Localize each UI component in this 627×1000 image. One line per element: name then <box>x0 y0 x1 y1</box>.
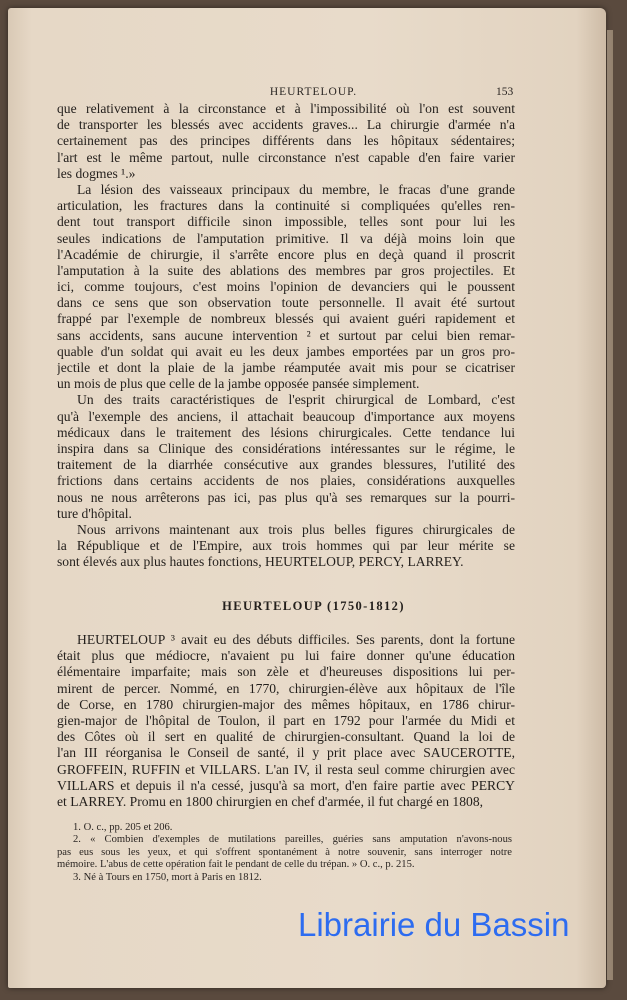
footnote-line: 3. Né à Tours en 1750, mort à Paris en 1812. <box>73 871 262 883</box>
text-line: frappé par l'exemple de nombreux blessés qui avaient guéri rapidement et <box>57 311 515 327</box>
text-line: et LARREY. Promu en 1800 chirurgien en chef d'armée, il fut chargé en 1808, <box>57 793 484 809</box>
page-edge <box>607 30 613 980</box>
text-line: ture d'hôpital. <box>57 505 132 521</box>
text-line: l'amputation à la suite des ablations des membres par gros projectiles. Et <box>57 262 515 278</box>
text-line: frictions dans certains accidents de nos plaies, considérations auxquelles <box>57 473 515 489</box>
text-line: nous ne nous arrêterons pas ici, pas plus qu'à ses remarques sur la pourri- <box>57 489 515 505</box>
text-line: était plus que médiocre, n'avaient pu lui faire donner qu'une éducation <box>57 648 515 664</box>
text-line: certainement pas des principes différents dans les hôpitaux sédentaires; <box>57 133 515 149</box>
text-line: la République et de l'Empire, aux trois hommes qui par leur mérite se <box>57 538 515 554</box>
text-line: inspira dans sa Clinique des considérations intéressantes sur le régime, le <box>57 440 515 456</box>
footnote-line: 2. « Combien d'exemples de mutilations pareilles, guéries sans amputation n'avons-nous <box>73 834 512 846</box>
text-line: gien-major de l'hôpital de Toulon, il part en 1792 pour l'armée du Midi et <box>57 712 515 728</box>
text-line: les dogmes ¹.» <box>57 165 136 181</box>
text-line: qu'à l'exemple des anciens, il attachait beaucoup d'importance aux moyens <box>57 408 515 424</box>
text-line: jectile et dont la plaie de la jambe réamputée avait mis pour se cicatriser <box>57 360 515 375</box>
footnote-line: mémoire. L'abus de cette opération fait le pendant de celle du trépan. » O. c., p. 215. <box>57 859 415 871</box>
footnotes <box>57 822 512 884</box>
text-line: de Corse, en 1780 chirurgien-major des mêmes hôpitaux, en 1786 chirur- <box>57 696 515 712</box>
text-line: quable d'un soldat qui avait eu les deux jambes emportées par un gros pro- <box>57 343 515 359</box>
footnote-line: pas eus sous les yeux, et qui s'offrent spontanément à notre souvenir, sans interroger notre <box>57 846 512 858</box>
text-line: articulation, les fractures dans la continuité si compliquées qu'elles ren- <box>57 198 515 214</box>
text-line: Nous arrivons maintenant aux trois plus belles figures chirurgicales de <box>77 521 515 537</box>
running-title: HEURTELOUP. <box>269 86 358 98</box>
text-line: VILLARS et depuis il n'a cessé, jusqu'à sa mort, d'en faire partie avec PERCY <box>57 777 515 793</box>
body-text-bottom <box>57 632 515 810</box>
footnote-line: 1. O. c., pp. 205 et 206. <box>73 822 173 833</box>
watermark: Librairie du Bassin <box>298 906 570 943</box>
text-line: l'Académie de chirurgie, il s'arrête encore plus en deçà quand il proscrit <box>57 246 515 262</box>
text-line: ici, comme toujours, c'est moins l'opinion de devanciers qui le poussent <box>57 279 515 295</box>
text-line: que relativement à la circonstance et à l'impossibilité où l'on est souvent <box>57 101 515 116</box>
text-line: des Côtes où il sert en qualité de chirurgien-consultant. Quand la loi de <box>57 729 515 745</box>
text-line: de transporter les blessés avec accidents graves... La chirurgie d'armée n'a <box>57 117 515 133</box>
text-line: mirent de percer. Nommé, en 1770, chirurgien-élève aux hôpitaux de l'île <box>57 680 515 696</box>
text-line: sans accidents, sans aucune intervention ² et surtout par celui bien remar- <box>57 327 515 343</box>
text-line: GROFFEIN, RUFFIN et VILLARS. L'an IV, il resta seul comme chirurgien avec <box>57 761 515 777</box>
text-line: Un des traits caractéristiques de l'esprit chirurgical de Lombard, c'est <box>77 392 515 408</box>
text-line: sont élevés aux plus hautes fonctions, HEURTELOUP, PERCY, LARREY. <box>57 554 464 570</box>
text-line: traitement de la diarrhée consécutive aux grandes blessures, l'utilité des <box>57 457 515 473</box>
page-number: 153 <box>496 86 514 98</box>
text-line: l'an III réorganisa le Conseil de santé, il y prit place avec SAUCEROTTE, <box>57 745 515 761</box>
text-line: La lésion des vaisseaux principaux du membre, le fracas d'une grande <box>77 181 515 197</box>
text-line: médicaux dans le traitement des lésions chirurgicales. Cette tendance lui <box>57 424 515 440</box>
text-line: seules indications de l'amputation primitive. Il va déjà moins loin que <box>57 230 515 246</box>
section-title: HEURTELOUP (1750-1812) <box>222 599 405 613</box>
text-line: dent tout transport difficile sinon impossible, telles sont pour lui les <box>57 214 515 230</box>
text-line: HEURTELOUP ³ avait eu des débuts difficiles. Ses parents, dont la fortune <box>77 632 515 647</box>
text-line: un mois de plus que celle de la jambe opposée pansée simplement. <box>57 376 420 392</box>
text-line: dans ce sens que son observation toute personnelle. Il avait été surtout <box>57 295 515 311</box>
text-line: l'art est le même partout, nulle circonstance n'est capable d'en faire varier <box>57 149 515 165</box>
text-line: élémentaire imparfaite; mais son zèle et d'heureuses dispositions lui per- <box>57 664 515 680</box>
body-text-top <box>57 101 515 570</box>
